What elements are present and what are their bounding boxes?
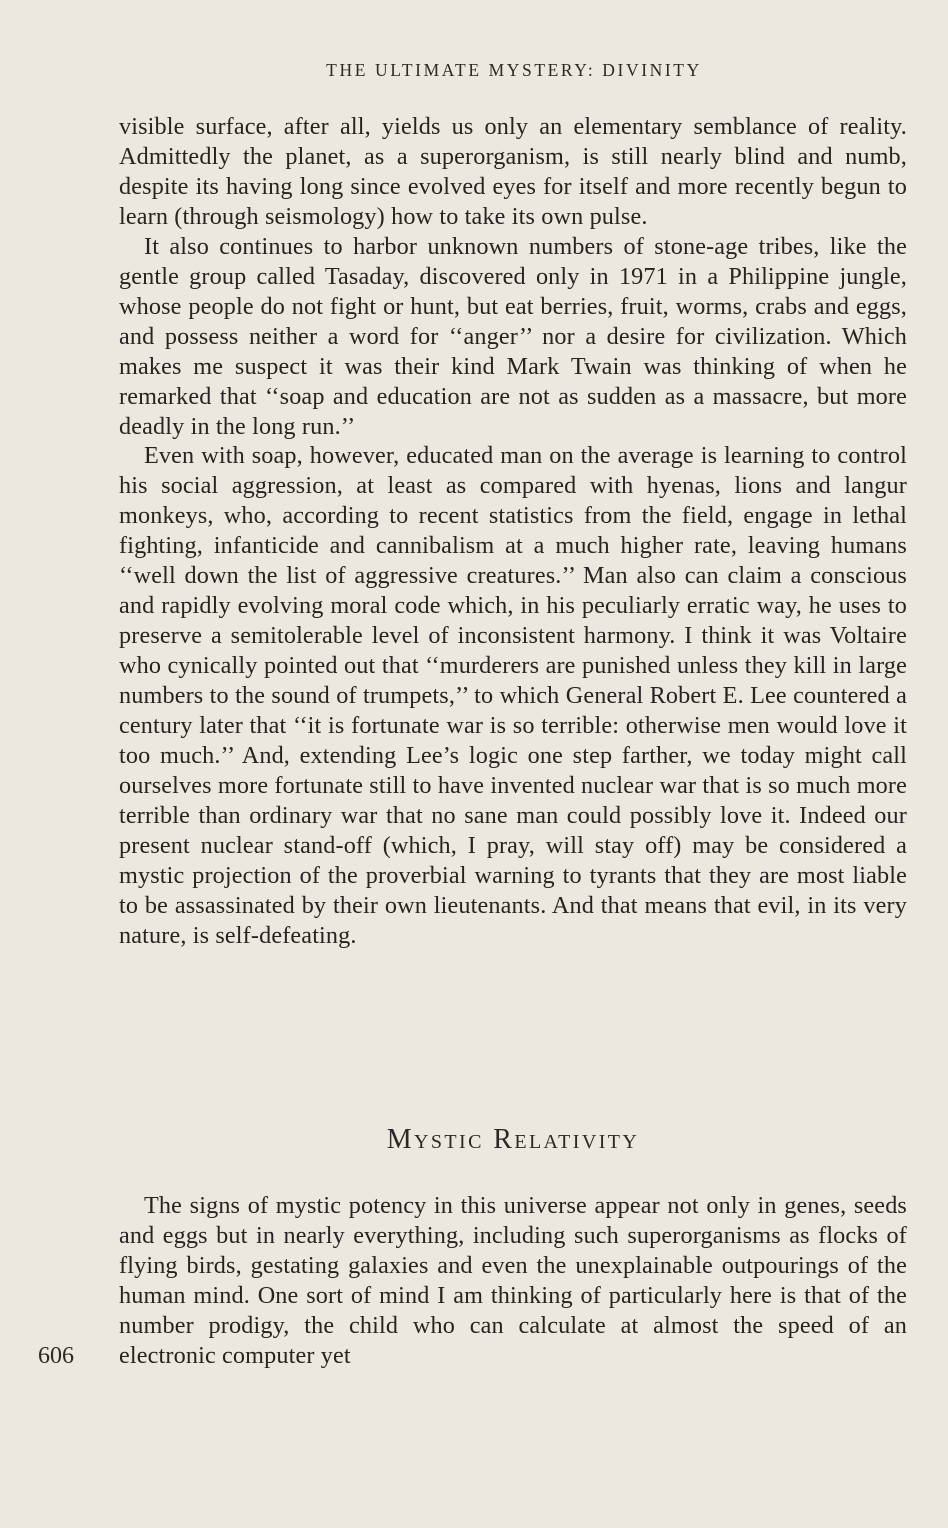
paragraph: visible surface, after all, yields us only an elementary semblance of reality. Admittedly the planet, as a superorganism, is still nearly blind and numb, despite its having long since evolved eyes for itself and more recently begun to learn (through seismology) how to take its own pulse. (119, 113, 907, 230)
body-text-top (119, 112, 907, 951)
page-number: 606 (38, 1343, 74, 1369)
paragraph: The signs of mystic potency in this universe appear not only in genes, seeds and eggs but in nearly everything, including such superorganisms as flocks of flying birds, gestating galaxies and even the unexplainable outpourings of the human mind. One sort of mind I am thinking of particularly here is that of the number prodigy, the child who can calculate at almost the speed of an electronic computer yet (119, 1192, 907, 1369)
section-heading: Mystic Relativity (386, 1124, 640, 1155)
paragraph: Even with soap, however, educated man on the average is learning to control his social aggression, at least as compared with hyenas, lions and langur monkeys, who, according to recent statistics from the field, engage in lethal fighting, infanticide and cannibalism at a much higher rate, leaving humans ‘‘well down the list of aggressive creatures.’’ Man also can claim a conscious and rapidly evolving moral code which, in his peculiarly erratic way, he uses to preserve a semitolerable level of inconsistent harmony. I think it was Voltaire who cynically pointed out that ‘‘murderers are punished unless they kill in large numbers to the sound of trumpets,’’ to which General Robert E. Lee countered a century later that ‘‘it is fortunate war is so terrible: otherwise men would love it too much.’’ And, extending Lee’s logic one step farther, we today might call ourselves more fortunate still to have invented nuclear war that is so much more terrible than ordinary war that no sane man could possibly love it. Indeed our present nuclear stand-off (which, I pray, will stay off) may be considered a mystic projection of the proverbial warning to tyrants that they are most liable to be assassinated by their own lieutenants. And that means that evil, in its very nature, is self-defeating. (119, 442, 907, 949)
paragraph: It also continues to harbor unknown numbers of stone-age tribes, like the gentle group called Tasaday, discovered only in 1971 in a Philippine jungle, whose people do not fight or hunt, but eat berries, fruit, worms, crabs and eggs, and possess neither a word for ‘‘anger’’ nor a desire for civilization. Which makes me suspect it was their kind Mark Twain was thinking of when he remarked that ‘‘soap and education are not as sudden as a massacre, but more deadly in the long run.’’ (119, 232, 907, 440)
body-text-bottom (119, 1191, 907, 1371)
running-head: THE ULTIMATE MYSTERY: DIVINITY (326, 60, 702, 80)
